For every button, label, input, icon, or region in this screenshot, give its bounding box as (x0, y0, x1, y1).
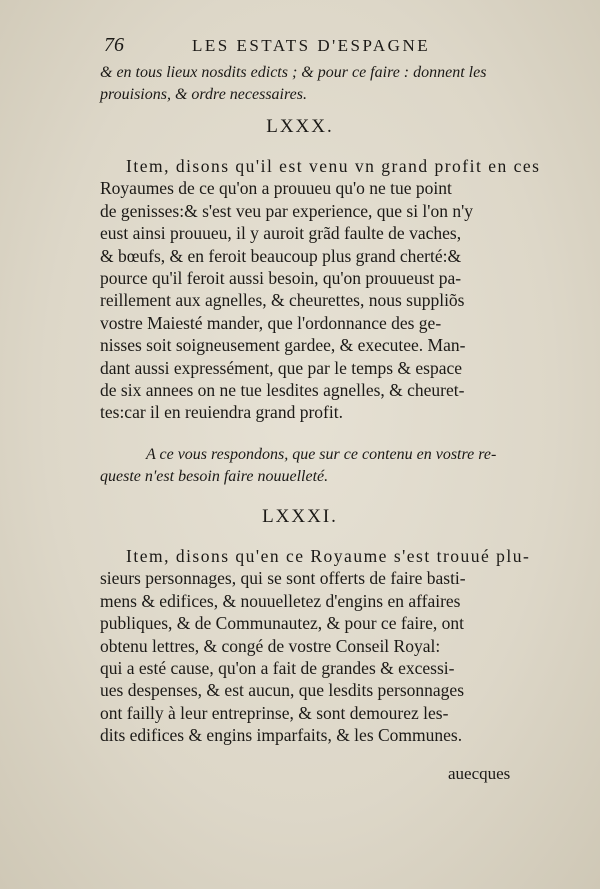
section-heading-lxxxi: LXXXI. (262, 506, 338, 527)
running-title: LES ESTATS D'ESPAGNE (192, 36, 431, 55)
text-line: reillement aux agnelles, & cheurettes, nous suppliõs (100, 290, 465, 311)
text-line: nisses soit soigneusement gardee, & executee. Man- (100, 335, 466, 356)
section-heading-lxxx: LXXX. (266, 116, 334, 137)
text-line: prouisions, & ordre necessaires. (100, 86, 307, 103)
text-line: sieurs personnages, qui se sont offerts de faire basti- (100, 568, 466, 589)
text-line: A ce vous respondons, que sur ce contenu en vostre re- (146, 446, 497, 463)
text-line: pource qu'il feroit aussi besoin, qu'on prouueust pa- (100, 268, 462, 289)
text-line: dant aussi expressément, que par le temps & espace (100, 357, 463, 378)
text-line: & en tous lieux nosdits edicts ; & pour ce faire : donnent les (100, 64, 487, 81)
text-line: de six annees on ne tue lesdites agnelles, & cheuret- (100, 380, 465, 401)
text-line: Item, disons qu'en ce Royaume s'est trouué plu- (126, 546, 531, 566)
text-line: vostre Maiesté mander, que l'ordonnance des ge- (100, 312, 442, 333)
text-line: obtenu lettres, & congé de vostre Conseil Royal: (100, 635, 441, 656)
text-line: Royaumes de ce qu'on a prouueu qu'o ne tue point (100, 178, 452, 199)
text-line: queste n'est besoin faire nouuelleté. (100, 468, 329, 485)
section-lxxx-response (100, 444, 545, 488)
text-line: & bœufs, & en feroit beaucoup plus grand cherté:& (100, 245, 462, 266)
text-line: tes:car il en reuiendra grand profit. (100, 402, 343, 423)
top-paragraph (100, 62, 545, 106)
text-line: dits edifices & engins imparfaits, & les Communes. (100, 725, 463, 746)
text-line: publiques, & de Communautez, & pour ce faire, ont (100, 613, 465, 634)
text-line: ues despenses, & est aucun, que lesdits personnages (100, 680, 465, 701)
text-line: ont failly à leur entreprinse, & sont demourez les- (100, 702, 449, 723)
text-line: qui a esté cause, qu'on a fait de grandes & excessi- (100, 658, 455, 679)
page-number: 76 (104, 34, 124, 56)
text-line: de genisses:& s'est veu par experience, que si l'on n'y (100, 200, 473, 221)
page-header (104, 34, 464, 58)
section-lxxx-body (100, 155, 545, 424)
section-lxxxi-body (100, 545, 545, 747)
text-line: mens & edifices, & nouuelletez d'engins en affaires (100, 590, 461, 611)
catchword: auecques (448, 764, 511, 783)
text-line: eust ainsi prouueu, il y auroit grãd faulte de vaches, (100, 223, 462, 244)
text-line: Item, disons qu'il est venu vn grand profit en ces (126, 156, 541, 176)
